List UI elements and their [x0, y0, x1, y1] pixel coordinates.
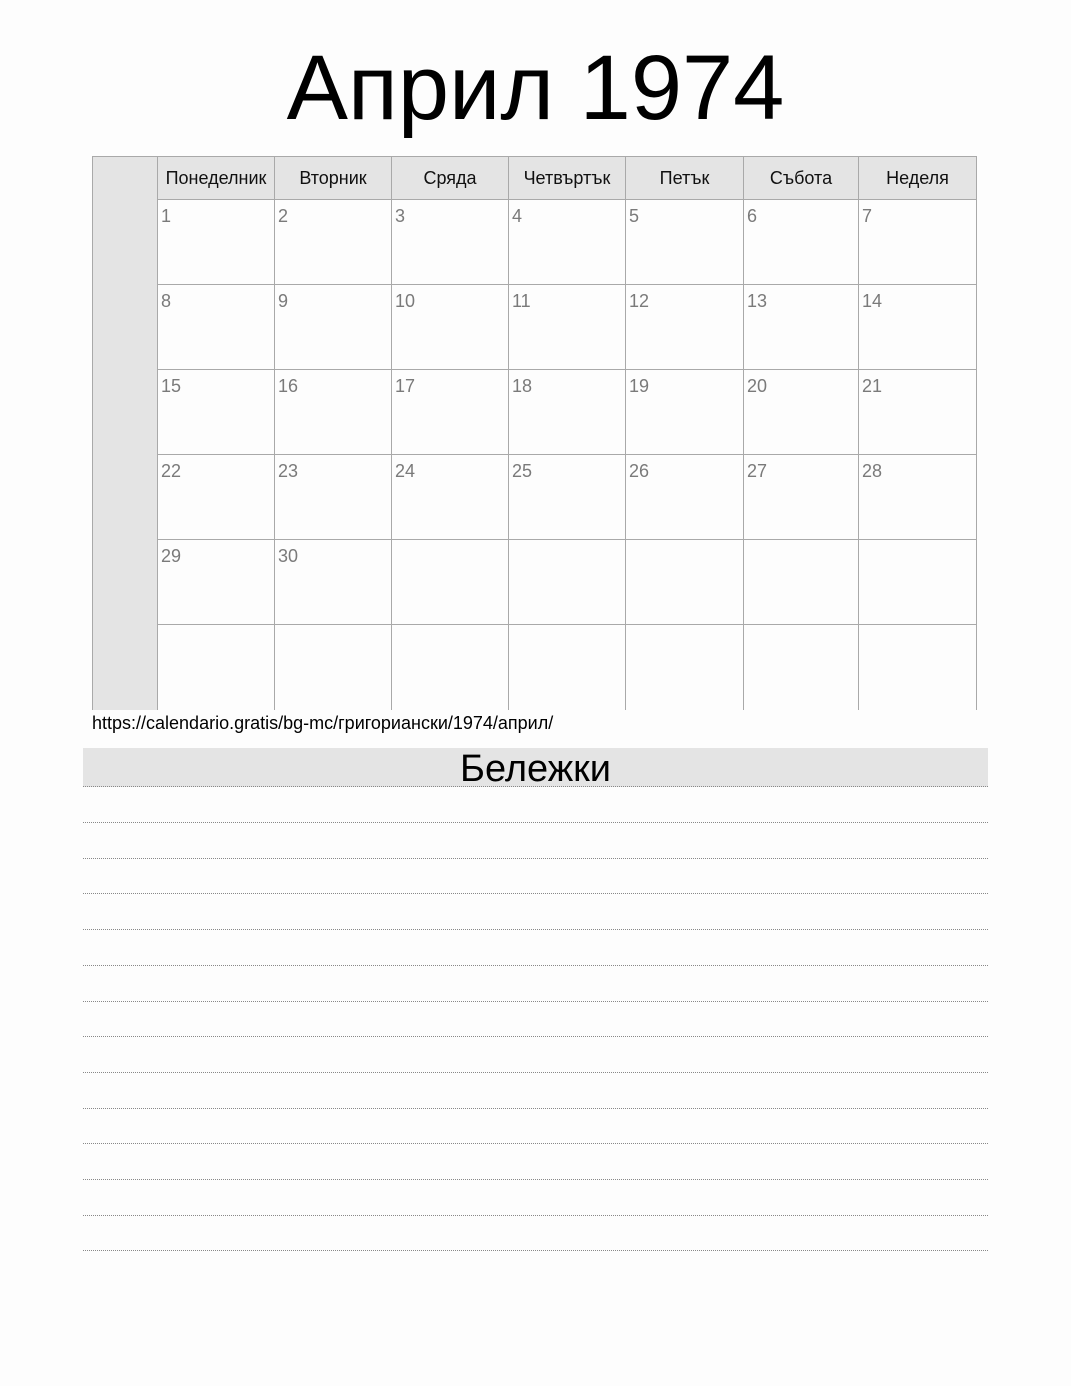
day-number: 26 — [629, 461, 650, 481]
day-cell — [275, 540, 392, 625]
day-cell — [158, 540, 275, 625]
day-number: 2 — [278, 206, 289, 226]
note-line — [83, 1108, 988, 1109]
weekday-header: Неделя — [859, 157, 976, 200]
day-number: 14 — [862, 291, 883, 311]
day-number: 5 — [629, 206, 640, 226]
day-cell — [859, 285, 976, 370]
day-number: 24 — [395, 461, 416, 481]
day-cell — [158, 625, 275, 710]
day-number: 27 — [747, 461, 768, 481]
day-number: 1 — [161, 206, 172, 226]
day-cell — [275, 370, 392, 455]
day-number: 29 — [161, 546, 182, 566]
day-number: 16 — [278, 376, 299, 396]
day-cell — [509, 455, 626, 540]
note-line — [83, 1036, 988, 1037]
day-cell — [626, 200, 744, 285]
note-line — [83, 822, 988, 823]
note-line — [83, 965, 988, 966]
day-cell — [626, 370, 744, 455]
weekday-header: Събота — [744, 157, 859, 200]
day-cell — [626, 625, 744, 710]
day-number: 7 — [862, 206, 873, 226]
day-cell — [392, 200, 509, 285]
day-number: 19 — [629, 376, 650, 396]
day-cell — [392, 370, 509, 455]
weekday-header: Четвъртък — [509, 157, 626, 200]
weekday-header: Понеделник — [158, 157, 275, 200]
source-url[interactable]: https://calendario.gratis/bg-mc/григориански/1974/април/ — [92, 713, 554, 733]
day-cell — [158, 200, 275, 285]
day-number: 11 — [512, 291, 531, 311]
day-number: 25 — [512, 461, 533, 481]
day-number: 10 — [395, 291, 416, 311]
day-cell — [392, 455, 509, 540]
note-line — [83, 893, 988, 894]
day-cell — [859, 625, 976, 710]
weekday-header: Петък — [626, 157, 744, 200]
day-cell — [509, 370, 626, 455]
day-cell — [744, 285, 859, 370]
day-cell — [509, 540, 626, 625]
notes-title: Бележки — [83, 748, 988, 787]
day-cell — [626, 455, 744, 540]
calendar-grid — [92, 156, 977, 710]
note-line — [83, 1250, 988, 1251]
day-number: 3 — [395, 206, 406, 226]
day-cell — [275, 200, 392, 285]
day-cell — [509, 625, 626, 710]
day-cell — [275, 285, 392, 370]
day-cell — [744, 200, 859, 285]
day-cell — [626, 285, 744, 370]
note-line — [83, 1143, 988, 1144]
day-number: 23 — [278, 461, 299, 481]
day-cell — [509, 200, 626, 285]
day-cell — [158, 455, 275, 540]
note-line — [83, 1179, 988, 1180]
day-number: 20 — [747, 376, 768, 396]
note-line — [83, 1215, 988, 1216]
day-cell — [744, 625, 859, 710]
day-cell — [744, 455, 859, 540]
note-line — [83, 1001, 988, 1002]
day-number: 28 — [862, 461, 883, 481]
day-number: 21 — [862, 376, 883, 396]
page-title: Април 1974 — [286, 37, 785, 139]
note-line — [83, 1072, 988, 1073]
day-number: 22 — [161, 461, 182, 481]
day-number: 8 — [161, 291, 172, 311]
day-number: 15 — [161, 376, 182, 396]
day-cell — [744, 540, 859, 625]
day-cell — [158, 285, 275, 370]
day-cell — [626, 540, 744, 625]
day-cell — [744, 370, 859, 455]
day-cell — [859, 455, 976, 540]
weekday-header: Сряда — [392, 157, 509, 200]
weekday-header: Вторник — [275, 157, 392, 200]
day-cell — [392, 625, 509, 710]
day-number: 12 — [629, 291, 650, 311]
day-cell — [392, 285, 509, 370]
week-number-column — [93, 157, 158, 710]
day-cell — [275, 455, 392, 540]
day-number: 17 — [395, 376, 416, 396]
day-cell — [158, 370, 275, 455]
day-cell — [509, 285, 626, 370]
day-number: 13 — [747, 291, 768, 311]
day-cell — [859, 200, 976, 285]
day-number: 30 — [278, 546, 299, 566]
day-cell — [859, 370, 976, 455]
day-number: 9 — [278, 291, 289, 311]
day-number: 6 — [747, 206, 758, 226]
day-number: 18 — [512, 376, 533, 396]
day-cell — [275, 625, 392, 710]
day-number: 4 — [512, 206, 523, 226]
note-line — [83, 929, 988, 930]
note-line — [83, 858, 988, 859]
day-cell — [859, 540, 976, 625]
day-cell — [392, 540, 509, 625]
